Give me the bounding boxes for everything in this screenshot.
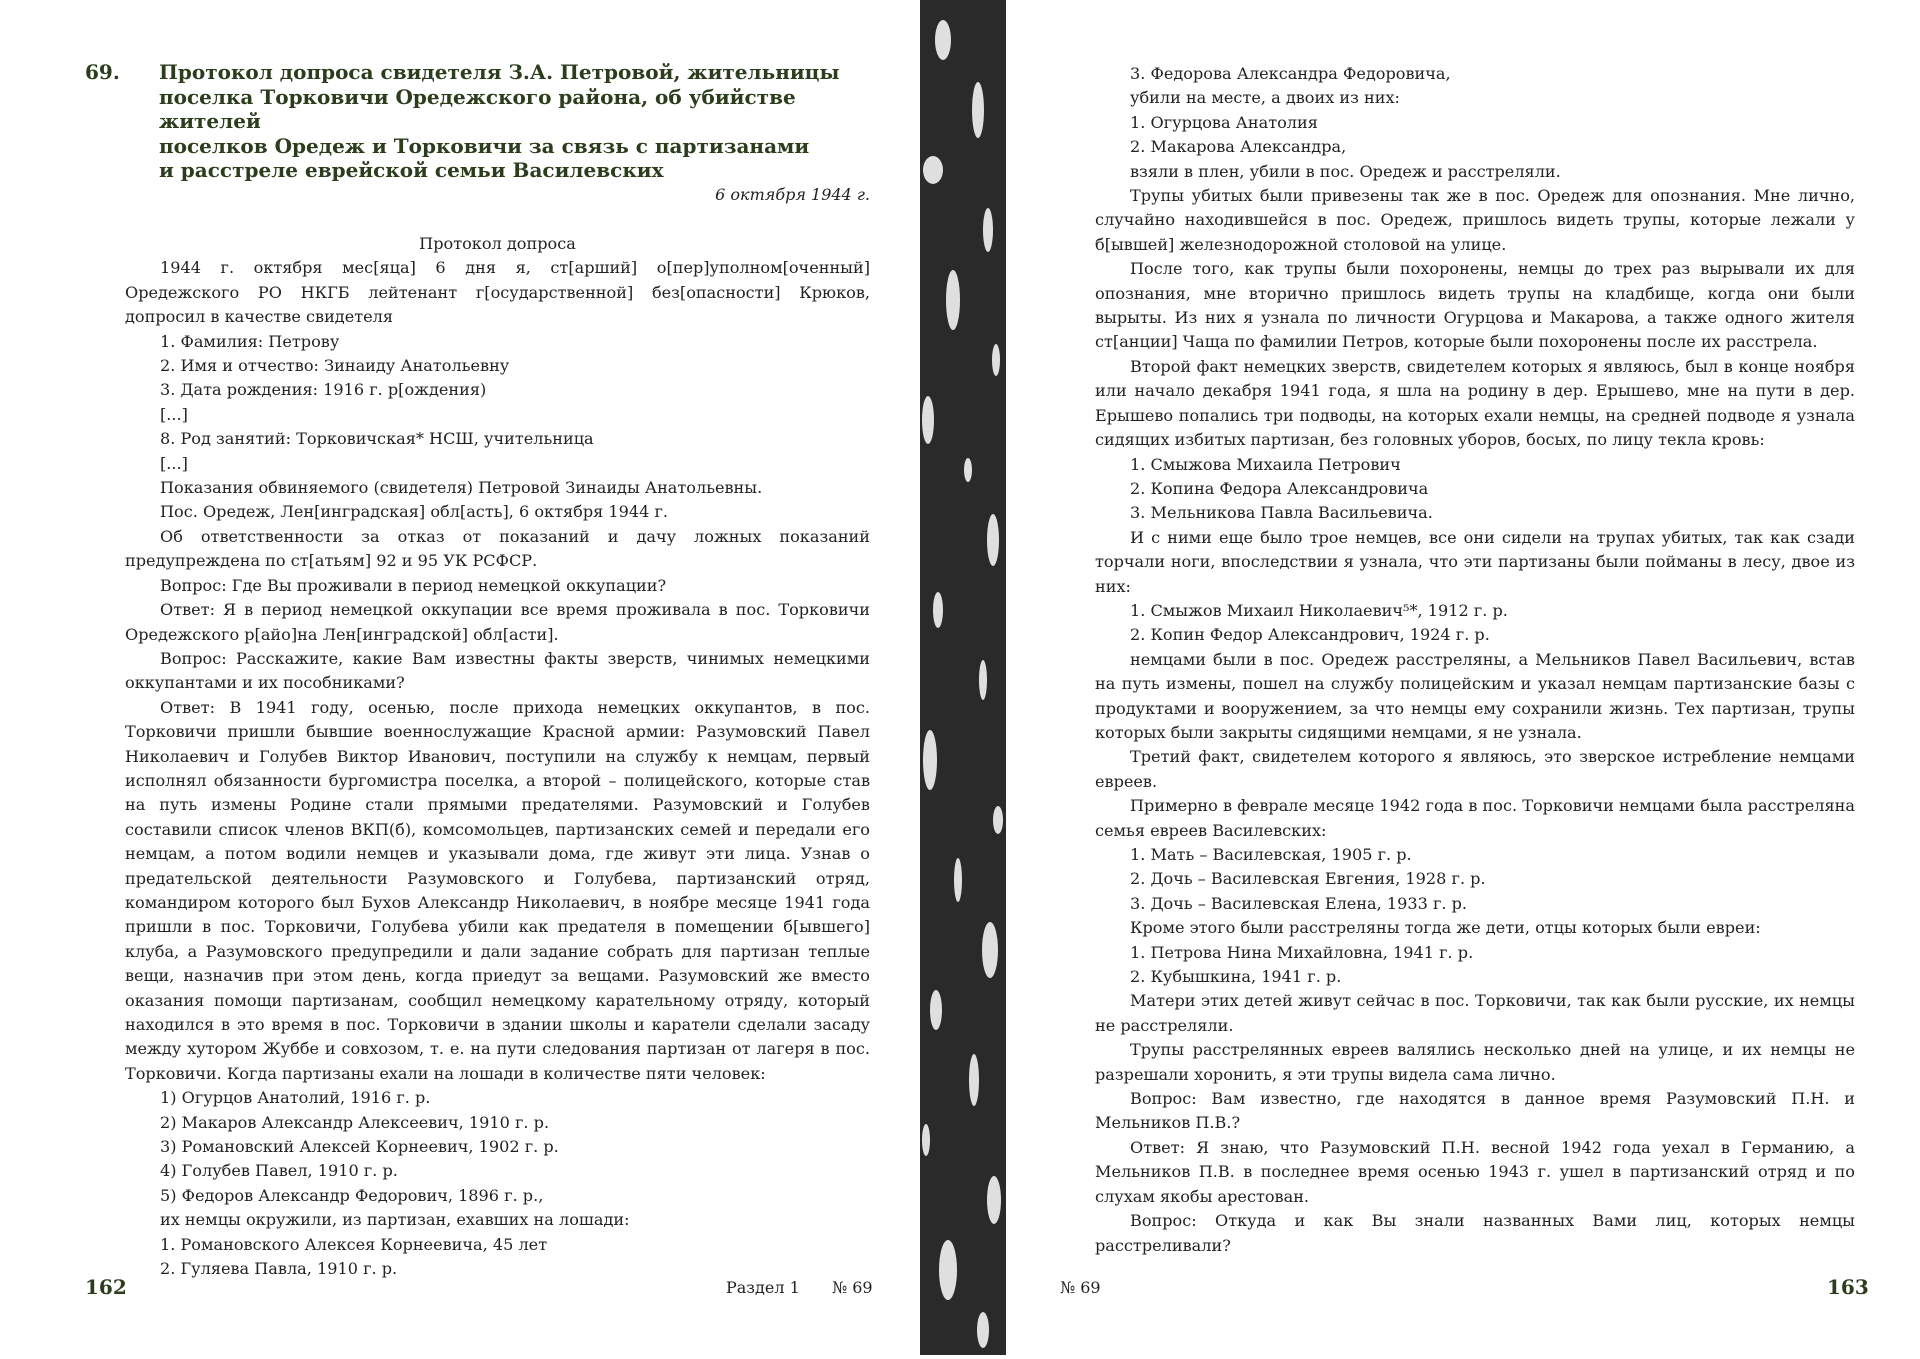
paragraph: 1. Смыжов Михаил Николаевич⁵*, 1912 г. р.	[1130, 600, 1508, 620]
paragraph: Матери этих детей живут сейчас в пос. Торковичи, так как были русские, их немцы не расстреляли.	[1095, 991, 1855, 1035]
spine-left-edge	[908, 0, 920, 1355]
paragraph: Вопрос: Откуда и как Вы знали названных Вами лиц, которых немцы расстреливали?	[1095, 1211, 1855, 1255]
right-page	[1015, 0, 1920, 1355]
paragraph: 2. Макарова Александра,	[1130, 137, 1347, 157]
left-page	[0, 0, 910, 1355]
paragraph: [...]	[160, 453, 188, 473]
paragraph: убили на месте, а двоих из них:	[1130, 88, 1400, 108]
paragraph: Протокол допроса	[419, 234, 576, 253]
paragraph: Примерно в феврале месяце 1942 года в пос. Торковичи немцами была расстреляна семья евреев Василевских:	[1095, 796, 1855, 840]
section-label: Раздел 1	[726, 1278, 800, 1297]
paragraph: Ответ: Я в период немецкой оккупации все время проживала в пос. Торковичи Оредежского р[айо]на Лен[инградской] обл[асти].	[125, 600, 870, 644]
paragraph: 5) Федоров Александр Федорович, 1896 г. р.,	[160, 1185, 544, 1205]
paragraph: 2. Кубышкина, 1941 г. р.	[1130, 967, 1342, 987]
right-body-text	[1095, 62, 1855, 1258]
paragraph: 3) Романовский Алексей Корнеевич, 1902 г. р.	[160, 1137, 559, 1157]
paragraph: Трупы убитых были привезены так же в пос. Оредеж для опознания. Мне лично, случайно находившейся в пос. Оредеж, пришлось видеть трупы, которые лежали у б[ывшей] железнодорожной столовой на улице.	[1095, 186, 1855, 254]
paragraph: 1. Огурцова Анатолия	[1130, 112, 1318, 132]
paragraph: Третий факт, свидетелем которого я являюсь, это зверское истребление немцами евреев.	[1095, 747, 1855, 791]
document-title: Протокол допроса свидетеля З.А. Петровой, жительницы поселка Торковичи Оредежского района, об убийстве жителей поселков Оредеж и Торковичи за связь с партизанами и расстреле еврейской семьи Василевских	[159, 60, 840, 182]
paragraph: И с ними еще было трое немцев, все они сидели на трупах убитых, так как сзади торчали ноги, впоследствии я узнала, что эти партизаны были пойманы в лесу, двое из них:	[1095, 527, 1855, 596]
paragraph: 3. Федорова Александра Федоровича,	[1130, 64, 1451, 83]
paragraph: 4) Голубев Павел, 1910 г. р.	[160, 1161, 398, 1181]
paragraph: немцами были в пос. Оредеж расстреляны, а Мельников Павел Васильевич, встав на путь измены, пошел на службу полицейским и указал немцам партизанские базы с продуктами и вооружением, за что немцы ему сохранили жизнь. Тех партизан, трупы которых были закрыты сидящими немцами, я не узнала.	[1095, 649, 1855, 742]
paragraph: Второй факт немецких зверств, свидетелем которых я являюсь, был в конце ноября или начало декабря 1941 года, я шла на родину в дер. Ерышево, мне на пути в дер. Ерышево попались три подводы, на которых ехали немцы, на средней подводе я узнала сидящих избитых партизан, без головных уборов, босых, по лицу текла кровь:	[1095, 356, 1855, 450]
paragraph: Кроме этого были расстреляны тогда же дети, отцы которых были евреи:	[1130, 918, 1761, 938]
paragraph: 2. Имя и отчество: Зинаиду Анатольевну	[160, 356, 510, 376]
paragraph: [...]	[160, 404, 188, 424]
paragraph: 2. Копина Федора Александровича	[1130, 478, 1429, 498]
paragraph: Пос. Оредеж, Лен[инградская] обл[асть], 6 октября 1944 г.	[160, 502, 669, 522]
paragraph: 2. Дочь – Василевская Евгения, 1928 г. р.	[1130, 869, 1486, 889]
paragraph: 3. Мельникова Павла Васильевича.	[1130, 503, 1433, 523]
paragraph: 1. Петрова Нина Михайловна, 1941 г. р.	[1130, 942, 1474, 962]
paragraph: 1. Смыжова Михаила Петрович	[1130, 454, 1401, 474]
document-reference: № 69	[832, 1278, 873, 1297]
paragraph: 1. Фамилия: Петрову	[160, 331, 340, 351]
paragraph: 2) Макаров Александр Алексеевич, 1910 г. р.	[160, 1112, 550, 1132]
left-body-text	[125, 232, 870, 1281]
paragraph: Ответ: В 1941 году, осенью, после прихода немецких оккупантов, в пос. Торковичи пришли бывшие военнослужащие Красной армии: Разумовский Павел Николаевич и Голубев Виктор Иванович, поступили на службу к немцам, первый исполнял обязанности бургомистра поселка, а второй – полицейского, которые став на путь измены Родине стали прямыми предателями. Разумовский и Голубев составили список членов ВКП(б), комсомольцев, партизанских семей и передали его немцам, а потом водили немцев и указывали дома, где живут эти лица. Узнав о предательской деятельности Разумовского и Голубева, партизанский отряд, командиром которого был Бухов Александр Николаевич, в ноябре месяце 1941 года пришли в пос. Торковичи, Голубева убили как предателя в помещении б[ывшего] клуба, а Разумовского предупредили и дали задание собрать для партизан теплые вещи, назначив при этом день, когда приедут за вещами. Разумовский же вместо оказания помощи партизанам, сообщил немецкому карательному отряду, который находился в это время в пос. Торковичи в здании школы и каратели сделали засаду между хутором Жуббе и совхозом, т. е. на пути следования партизан от лагеря в пос. Торковичи. Когда партизаны ехали на лошади в количестве пяти человек:	[125, 697, 870, 1083]
document-reference-right: № 69	[1060, 1278, 1101, 1297]
paragraph: 1. Романовского Алексея Корнеевича, 45 лет	[160, 1234, 548, 1254]
paragraph: Об ответственности за отказ от показаний и дачу ложных показаний предупреждена по ст[атьям] 92 и 95 УК РСФСР.	[125, 526, 870, 571]
page-number-right: 163	[1827, 1275, 1869, 1299]
paragraph: Показания обвиняемого (свидетеля) Петровой Зинаиды Анатольевны.	[160, 478, 763, 498]
paragraph: 1944 г. октября мес[яца] 6 дня я, ст[арший] о[пер]уполном[оченный] Оредежского РО НКГБ лейтенант г[осударственной] без[опасности] Крюков, допросил в качестве свидетеля	[125, 258, 870, 327]
spine-graphic	[908, 0, 1016, 1355]
spine-band	[918, 0, 1008, 1355]
paragraph: Вопрос: Где Вы проживали в период немецкой оккупации?	[160, 575, 667, 595]
paragraph: Ответ: Я знаю, что Разумовский П.Н. весной 1942 года уехал в Германию, а Мельников П.В. в последнее время осенью 1943 г. ушел в партизанский отряд и по слухам якобы арестован.	[1095, 1137, 1855, 1206]
document-date: 6 октября 1944 г.	[715, 185, 870, 204]
paragraph: Трупы расстрелянных евреев валялись несколько дней на улице, и их немцы не разрешали хоронить, я эти трупы видела сама лично.	[1095, 1040, 1855, 1084]
paragraph: 2. Гуляева Павла, 1910 г. р.	[160, 1259, 398, 1279]
document-heading	[85, 60, 875, 183]
paragraph: Вопрос: Расскажите, какие Вам известны факты зверств, чинимых немецкими оккупантами и их пособниками?	[125, 648, 870, 693]
paragraph: их немцы окружили, из партизан, ехавших на лошади:	[160, 1210, 630, 1230]
book-spine-texture	[908, 0, 1016, 1355]
document-number: 69.	[85, 60, 120, 84]
paragraph: 1. Мать – Василевская, 1905 г. р.	[1130, 845, 1412, 864]
paragraph: Вопрос: Вам известно, где находятся в данное время Разумовский П.Н. и Мельников П.В.?	[1095, 1089, 1855, 1133]
paragraph: 8. Род занятий: Торковичская* НСШ, учительница	[160, 429, 594, 449]
paragraph: 3. Дочь – Василевская Елена, 1933 г. р.	[1130, 893, 1468, 913]
paragraph: 1) Огурцов Анатолий, 1916 г. р.	[160, 1088, 431, 1108]
page-number: 162	[85, 1275, 127, 1299]
paragraph: 2. Копин Федор Александрович, 1924 г. р.	[1130, 625, 1490, 645]
paragraph: После того, как трупы были похоронены, немцы до трех раз вырывали их для опознания, мне вторично пришлось видеть трупы на кладбище, когда они были вырыты. Из них я узнала по личности Огурцова и Макарова, а также одного жителя ст[анции] Чаща по фамилии Петров, которые были похоронены после их расстрела.	[1095, 259, 1855, 352]
paragraph: 3. Дата рождения: 1916 г. р[ождения)	[160, 380, 487, 400]
paragraph: взяли в плен, убили в пос. Оредеж и расстреляли.	[1130, 161, 1561, 181]
